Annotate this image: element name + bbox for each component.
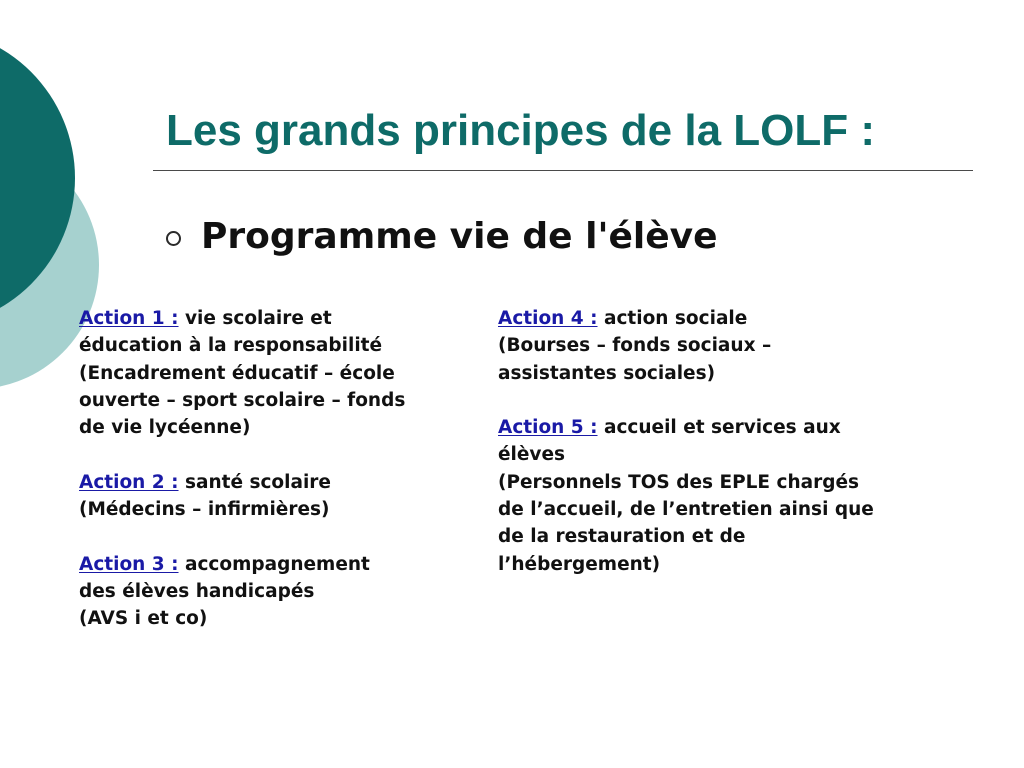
action-5-first-line [498,414,948,441]
action-5-line: (Personnels TOS des EPLE chargés [498,471,860,493]
action-5-line: de la restauration et de [498,526,746,548]
action-4-label: Action 4 : [498,308,598,329]
action-4-line: (Bourses – fonds sociaux – [498,335,772,357]
action-5-title: accueil et services aux [597,417,841,439]
action-4-line: assistantes sociales) [498,362,716,384]
action-5-line: de l’accueil, de l’entretien ainsi que [498,499,874,521]
hollow-circle-bullet-icon [166,231,181,246]
action-3-title: accompagnement [178,553,370,575]
action-2-line: (Médecins – infirmières) [79,499,330,521]
action-5-line: l’hébergement) [498,553,661,575]
action-4-title: action sociale [597,308,748,329]
action-5-line: élèves [498,444,566,466]
action-1-title: vie scolaire et [178,308,332,329]
action-2-title: santé scolaire [178,471,331,493]
action-1-line: ouverte – sport scolaire – fonds [79,389,406,411]
action-block-2 [79,469,479,524]
action-5-label: Action 5 : [498,417,598,439]
actions-right-column [498,305,948,605]
action-1-line: de vie lycéenne) [79,417,251,439]
action-4-first-line [498,305,948,332]
action-1-first-line [79,305,479,332]
action-block-5 [498,414,948,578]
action-block-4 [498,305,948,387]
slide-title: Les grands principes de la LOLF : [166,106,876,155]
actions-left-column [79,305,479,660]
action-1-line: (Encadrement éducatif – école [79,362,395,384]
action-3-first-line [79,551,479,578]
action-2-label: Action 2 : [79,471,179,493]
title-divider [153,170,973,171]
action-2-first-line [79,469,479,496]
action-block-3 [79,551,479,633]
action-3-line: des élèves handicapés [79,580,315,602]
action-block-1 [79,305,479,441]
programme-heading: Programme vie de l'élève [201,215,718,257]
action-3-label: Action 3 : [79,553,179,575]
main-bullet [166,210,718,262]
action-3-line: (AVS i et co) [79,608,208,630]
action-1-label: Action 1 : [79,308,179,329]
action-1-line: éducation à la responsabilité [79,335,383,357]
